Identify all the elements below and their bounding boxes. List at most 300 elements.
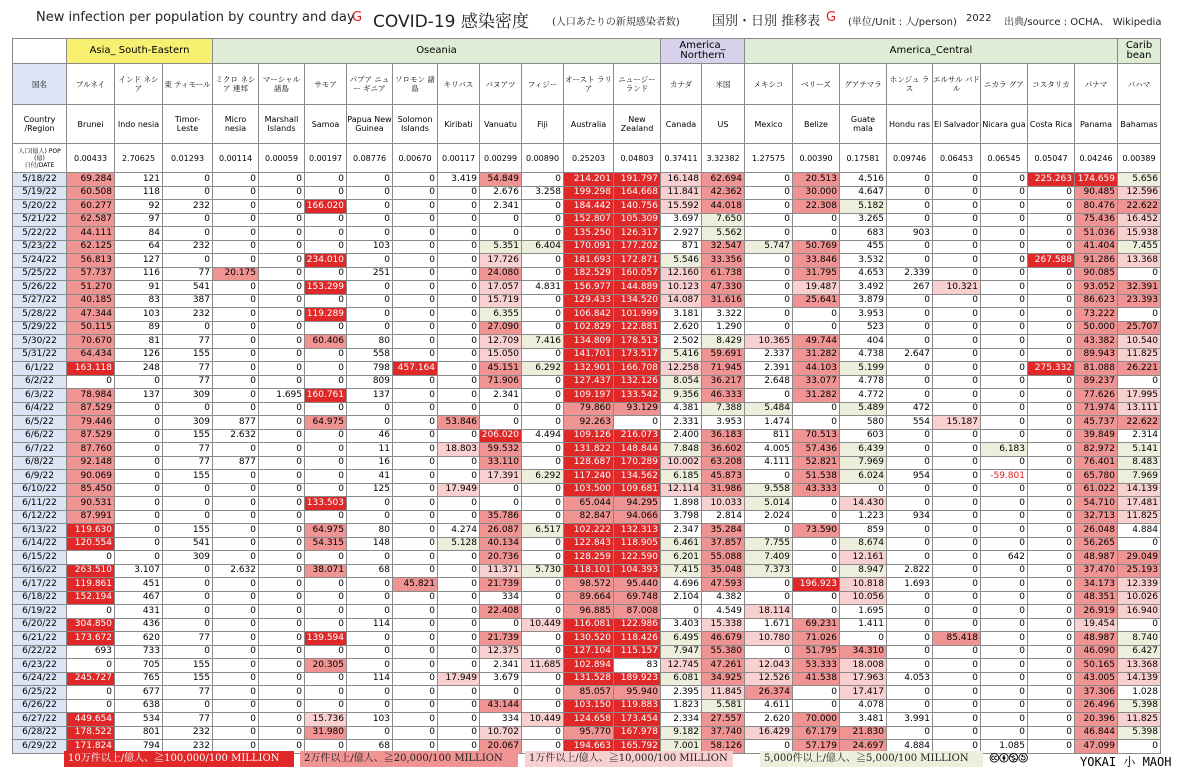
- value-cell: 0: [259, 740, 305, 754]
- value-cell: 47.330: [702, 281, 745, 295]
- value-cell: 31.986: [702, 483, 745, 497]
- table-row: [13, 173, 1161, 187]
- value-cell: 0: [981, 416, 1028, 430]
- value-cell: 0: [305, 443, 347, 457]
- value-cell: 798: [347, 362, 393, 376]
- value-cell: 0: [393, 375, 438, 389]
- value-cell: 12.160: [661, 267, 702, 281]
- value-cell: 85.450: [67, 483, 115, 497]
- value-cell: 0: [259, 591, 305, 605]
- value-cell: 0: [933, 605, 981, 619]
- value-cell: 0: [933, 294, 981, 308]
- value-cell: 0: [305, 213, 347, 227]
- value-cell: 10.321: [933, 281, 981, 295]
- value-cell: 4.516: [840, 173, 887, 187]
- value-cell: 4.831: [522, 281, 564, 295]
- date-cell: 6/13/22: [13, 524, 67, 538]
- value-cell: 0: [393, 389, 438, 403]
- value-cell: 5.351: [480, 240, 522, 254]
- value-cell: 48.987: [1075, 551, 1118, 565]
- table-row: [13, 348, 1161, 362]
- country-name-en: US: [702, 105, 745, 144]
- value-cell: 7.373: [745, 564, 793, 578]
- value-cell: 5.747: [745, 240, 793, 254]
- value-cell: 95.770: [564, 726, 614, 740]
- population-value: 0.09746: [887, 144, 933, 173]
- value-cell: 877: [213, 416, 259, 430]
- value-cell: 0: [347, 510, 393, 524]
- value-cell: 94.066: [614, 510, 661, 524]
- country-name-jp: カナダ: [661, 64, 702, 105]
- value-cell: 95.940: [614, 686, 661, 700]
- country-name-en: Australia: [564, 105, 614, 144]
- value-cell: 11: [347, 443, 393, 457]
- value-cell: 134.809: [564, 335, 614, 349]
- table-row: [13, 186, 1161, 200]
- value-cell: 109.126: [564, 429, 614, 443]
- value-cell: 18.008: [840, 659, 887, 673]
- value-cell: 0: [793, 591, 840, 605]
- table-row: [13, 713, 1161, 727]
- value-cell: 0: [933, 699, 981, 713]
- value-cell: 20.067: [480, 740, 522, 754]
- value-cell: 155: [163, 348, 213, 362]
- value-cell: 1.898: [661, 497, 702, 511]
- value-cell: 35.786: [480, 510, 522, 524]
- value-cell: 26.087: [480, 524, 522, 538]
- value-cell: 62.125: [67, 240, 115, 254]
- brand-logo: YOKAI 小 MAOH: [1080, 755, 1172, 769]
- value-cell: 0: [347, 659, 393, 673]
- value-cell: 0: [393, 267, 438, 281]
- value-cell: 0: [393, 497, 438, 511]
- group-header: Asia_ South-Eastern: [67, 39, 213, 64]
- value-cell: 38.071: [305, 564, 347, 578]
- value-cell: 0: [1028, 713, 1075, 727]
- value-cell: 4.549: [702, 605, 745, 619]
- value-cell: 334: [480, 713, 522, 727]
- value-cell: 0: [393, 524, 438, 538]
- value-cell: 16: [347, 456, 393, 470]
- value-cell: 36.217: [702, 375, 745, 389]
- value-cell: 4.111: [745, 456, 793, 470]
- value-cell: 6.427: [1118, 645, 1161, 659]
- population-value: 0.00890: [522, 144, 564, 173]
- value-cell: 6.495: [661, 632, 702, 646]
- population-value: 0.00389: [1118, 144, 1161, 173]
- value-cell: 47.099: [1075, 740, 1118, 754]
- value-cell: 12.339: [1118, 578, 1161, 592]
- value-cell: 43.005: [1075, 672, 1118, 686]
- value-cell: 0: [393, 686, 438, 700]
- title-g-marker: G: [352, 10, 363, 25]
- value-cell: 0: [347, 402, 393, 416]
- value-cell: 0: [522, 645, 564, 659]
- value-cell: 5.546: [661, 254, 702, 268]
- value-cell: 0: [305, 470, 347, 484]
- value-cell: 128.687: [564, 456, 614, 470]
- value-cell: 26.496: [1075, 699, 1118, 713]
- value-cell: 0: [259, 659, 305, 673]
- value-cell: 0: [981, 308, 1028, 322]
- value-cell: 0: [1118, 537, 1161, 551]
- value-cell: 4.382: [702, 591, 745, 605]
- value-cell: 103: [115, 308, 163, 322]
- value-cell: 7.969: [1118, 470, 1161, 484]
- value-cell: 35.048: [702, 564, 745, 578]
- value-cell: 0: [981, 605, 1028, 619]
- value-cell: 903: [887, 227, 933, 241]
- value-cell: 0: [213, 186, 259, 200]
- value-cell: 65.780: [1075, 470, 1118, 484]
- value-cell: 91.286: [1075, 254, 1118, 268]
- value-cell: 765: [115, 672, 163, 686]
- value-cell: 4.884: [887, 740, 933, 754]
- value-cell: 47.344: [67, 308, 115, 322]
- value-cell: 0: [213, 321, 259, 335]
- country-jp-label: 国名: [13, 64, 67, 105]
- value-cell: 11.825: [1118, 713, 1161, 727]
- value-cell: 0: [213, 537, 259, 551]
- value-cell: 0: [213, 578, 259, 592]
- value-cell: 45.821: [393, 578, 438, 592]
- value-cell: 8.429: [702, 335, 745, 349]
- value-cell: 16.429: [745, 726, 793, 740]
- value-cell: 3.492: [840, 281, 887, 295]
- value-cell: 0: [347, 186, 393, 200]
- value-cell: 0: [745, 267, 793, 281]
- value-cell: 10.026: [1118, 591, 1161, 605]
- value-cell: 3.322: [702, 308, 745, 322]
- value-cell: 0: [393, 281, 438, 295]
- date-cell: 6/26/22: [13, 699, 67, 713]
- value-cell: 119.289: [305, 308, 347, 322]
- value-cell: 2.632: [213, 429, 259, 443]
- value-cell: 12.709: [480, 335, 522, 349]
- value-cell: 8.740: [1118, 632, 1161, 646]
- value-cell: 0: [981, 200, 1028, 214]
- value-cell: 2.822: [887, 564, 933, 578]
- value-cell: 17.949: [438, 483, 480, 497]
- value-cell: 94.295: [614, 497, 661, 511]
- value-cell: 122.986: [614, 618, 661, 632]
- value-cell: 7.969: [840, 456, 887, 470]
- value-cell: 0: [393, 699, 438, 713]
- date-cell: 5/31/22: [13, 348, 67, 362]
- value-cell: 0: [347, 281, 393, 295]
- value-cell: 0: [213, 443, 259, 457]
- value-cell: 0: [745, 591, 793, 605]
- population-row: [13, 144, 1161, 173]
- value-cell: 0: [522, 294, 564, 308]
- value-cell: 0: [67, 375, 115, 389]
- value-cell: 0: [305, 240, 347, 254]
- value-cell: 0: [933, 551, 981, 565]
- value-cell: 77: [163, 362, 213, 376]
- value-cell: 1.411: [840, 618, 887, 632]
- value-cell: 64: [115, 240, 163, 254]
- value-cell: 0: [933, 200, 981, 214]
- value-cell: 0: [981, 294, 1028, 308]
- value-cell: 0: [438, 645, 480, 659]
- value-cell: 642: [981, 551, 1028, 565]
- value-cell: 89.943: [1075, 348, 1118, 362]
- value-cell: 0: [393, 186, 438, 200]
- value-cell: 0: [1028, 497, 1075, 511]
- value-cell: 24.697: [840, 740, 887, 754]
- value-cell: 0: [981, 497, 1028, 511]
- value-cell: 0: [981, 389, 1028, 403]
- value-cell: 0: [438, 632, 480, 646]
- country-name-en: Costa Rica: [1028, 105, 1075, 144]
- value-cell: 0: [347, 213, 393, 227]
- value-cell: 809: [347, 375, 393, 389]
- date-cell: 6/9/22: [13, 470, 67, 484]
- value-cell: 90.485: [1075, 186, 1118, 200]
- value-cell: 20.513: [793, 173, 840, 187]
- value-cell: 0: [213, 483, 259, 497]
- value-cell: 0: [259, 699, 305, 713]
- value-cell: 170.289: [614, 456, 661, 470]
- value-cell: 103.500: [564, 483, 614, 497]
- value-cell: 14.430: [840, 497, 887, 511]
- value-cell: 0: [213, 200, 259, 214]
- value-cell: 0: [887, 456, 933, 470]
- value-cell: 0: [259, 443, 305, 457]
- value-cell: 0: [438, 578, 480, 592]
- value-cell: 0: [981, 281, 1028, 295]
- value-cell: 25.707: [1118, 321, 1161, 335]
- value-cell: 2.632: [213, 564, 259, 578]
- value-cell: 81: [115, 335, 163, 349]
- value-cell: 0: [887, 699, 933, 713]
- group-header: Carib bean: [1118, 39, 1161, 64]
- value-cell: 33.846: [793, 254, 840, 268]
- value-cell: 166.020: [305, 200, 347, 214]
- value-cell: 0: [981, 726, 1028, 740]
- value-cell: 21.830: [840, 726, 887, 740]
- value-cell: 2.347: [661, 524, 702, 538]
- value-cell: 3.419: [438, 173, 480, 187]
- value-cell: 0: [393, 659, 438, 673]
- value-cell: 0: [393, 443, 438, 457]
- value-cell: 0: [933, 672, 981, 686]
- value-cell: 10.540: [1118, 335, 1161, 349]
- value-cell: 0: [933, 524, 981, 538]
- value-cell: 0: [887, 200, 933, 214]
- value-cell: 0: [887, 497, 933, 511]
- value-cell: 102.222: [564, 524, 614, 538]
- table-row: [13, 483, 1161, 497]
- value-cell: 0: [887, 551, 933, 565]
- value-cell: 31.282: [793, 389, 840, 403]
- value-cell: 6.201: [661, 551, 702, 565]
- value-cell: 7.848: [661, 443, 702, 457]
- value-cell: 71.026: [793, 632, 840, 646]
- value-cell: 37.857: [702, 537, 745, 551]
- date-cell: 6/7/22: [13, 443, 67, 457]
- population-value: 0.05047: [1028, 144, 1075, 173]
- value-cell: 0: [213, 308, 259, 322]
- value-cell: 0: [745, 186, 793, 200]
- value-cell: 178.513: [614, 335, 661, 349]
- value-cell: 0: [887, 524, 933, 538]
- country-name-jp: インド ネシア: [115, 64, 163, 105]
- value-cell: 0: [522, 389, 564, 403]
- value-cell: 54.710: [1075, 497, 1118, 511]
- value-cell: 48.351: [1075, 591, 1118, 605]
- value-cell: 0: [305, 578, 347, 592]
- value-cell: 0: [522, 213, 564, 227]
- value-cell: 57.737: [67, 267, 115, 281]
- value-cell: 0: [1028, 578, 1075, 592]
- population-value: 0.00299: [480, 144, 522, 173]
- value-cell: 0: [981, 713, 1028, 727]
- population-value: 0.00390: [793, 144, 840, 173]
- value-cell: 87.760: [67, 443, 115, 457]
- value-cell: 10.702: [480, 726, 522, 740]
- title-japanese: 国別・日別 推移表: [712, 14, 821, 29]
- infection-table: [12, 38, 1161, 754]
- group-header: America_Central: [745, 39, 1118, 64]
- value-cell: 0: [933, 591, 981, 605]
- value-cell: 45.873: [702, 470, 745, 484]
- country-name-jp: キリバス: [438, 64, 480, 105]
- value-cell: 0: [933, 321, 981, 335]
- date-cell: 5/28/22: [13, 308, 67, 322]
- value-cell: 0: [887, 186, 933, 200]
- value-cell: 0: [522, 173, 564, 187]
- value-cell: 0: [213, 632, 259, 646]
- value-cell: 124.658: [564, 713, 614, 727]
- value-cell: 139.594: [305, 632, 347, 646]
- value-cell: 0: [887, 537, 933, 551]
- value-cell: 62.587: [67, 213, 115, 227]
- table-row: [13, 429, 1161, 443]
- value-cell: 155: [163, 470, 213, 484]
- value-cell: 0: [745, 524, 793, 538]
- country-name-en: Hondu ras: [887, 105, 933, 144]
- table-row: [13, 470, 1161, 484]
- value-cell: 31.282: [793, 348, 840, 362]
- value-cell: 7.416: [522, 335, 564, 349]
- value-cell: 0: [393, 416, 438, 430]
- value-cell: 0: [887, 294, 933, 308]
- value-cell: 2.927: [661, 227, 702, 241]
- table-row: [13, 308, 1161, 322]
- value-cell: 19.487: [793, 281, 840, 295]
- value-cell: 115.157: [614, 645, 661, 659]
- value-cell: 70.513: [793, 429, 840, 443]
- value-cell: 232: [163, 308, 213, 322]
- value-cell: 12.258: [661, 362, 702, 376]
- date-cell: 6/12/22: [13, 510, 67, 524]
- value-cell: 0: [981, 227, 1028, 241]
- value-cell: 5.141: [1118, 443, 1161, 457]
- value-cell: 0: [522, 321, 564, 335]
- value-cell: 0: [259, 564, 305, 578]
- country-name-en: Indo nesia: [115, 105, 163, 144]
- value-cell: 54.849: [480, 173, 522, 187]
- value-cell: 12.745: [661, 659, 702, 673]
- value-cell: 0: [438, 564, 480, 578]
- table-row: [13, 524, 1161, 538]
- value-cell: 523: [840, 321, 887, 335]
- value-cell: 55.380: [702, 645, 745, 659]
- value-cell: 0: [305, 551, 347, 565]
- value-cell: 232: [163, 726, 213, 740]
- value-cell: 5.182: [840, 200, 887, 214]
- value-cell: 232: [163, 240, 213, 254]
- value-cell: 4.772: [840, 389, 887, 403]
- value-cell: 0: [438, 686, 480, 700]
- value-cell: 0: [1028, 470, 1075, 484]
- value-cell: 163.118: [67, 362, 115, 376]
- value-cell: 0: [793, 510, 840, 524]
- value-cell: 3.679: [480, 672, 522, 686]
- value-cell: 0: [1118, 740, 1161, 754]
- value-cell: 140.756: [614, 200, 661, 214]
- value-cell: 92.263: [564, 416, 614, 430]
- value-cell: 11.825: [1118, 510, 1161, 524]
- value-cell: 0: [933, 510, 981, 524]
- value-cell: 0: [259, 483, 305, 497]
- value-cell: 0: [259, 672, 305, 686]
- date-cell: 5/30/22: [13, 335, 67, 349]
- value-cell: 6.081: [661, 672, 702, 686]
- value-cell: 0: [163, 213, 213, 227]
- value-cell: 0: [745, 281, 793, 295]
- value-cell: 0: [259, 362, 305, 376]
- value-cell: 0: [1028, 686, 1075, 700]
- value-cell: 20.175: [213, 267, 259, 281]
- value-cell: 104.393: [614, 564, 661, 578]
- value-cell: 116: [115, 267, 163, 281]
- value-cell: 77: [163, 632, 213, 646]
- value-cell: 119.861: [67, 578, 115, 592]
- value-cell: 0: [933, 740, 981, 754]
- value-cell: 0: [393, 551, 438, 565]
- value-cell: 0: [305, 186, 347, 200]
- value-cell: 13.368: [1118, 659, 1161, 673]
- value-cell: 0: [305, 740, 347, 754]
- value-cell: 125: [347, 483, 393, 497]
- value-cell: 15.338: [702, 618, 745, 632]
- value-cell: 0: [393, 254, 438, 268]
- value-cell: 0: [1028, 456, 1075, 470]
- value-cell: 79.860: [564, 402, 614, 416]
- country-name-en: Mexico: [745, 105, 793, 144]
- value-cell: 0: [522, 308, 564, 322]
- value-cell: 3.107: [115, 564, 163, 578]
- value-cell: 0: [887, 483, 933, 497]
- value-cell: 33.110: [480, 456, 522, 470]
- value-cell: 0: [438, 227, 480, 241]
- value-cell: 22.408: [480, 605, 522, 619]
- value-cell: 0: [480, 497, 522, 511]
- value-cell: 232: [163, 200, 213, 214]
- value-cell: 0: [981, 672, 1028, 686]
- value-cell: 0: [981, 267, 1028, 281]
- value-cell: 103: [347, 713, 393, 727]
- value-cell: 801: [115, 726, 163, 740]
- value-cell: 436: [115, 618, 163, 632]
- value-cell: 0: [259, 186, 305, 200]
- value-cell: 309: [163, 389, 213, 403]
- value-cell: 19.454: [1075, 618, 1118, 632]
- value-cell: 25.641: [793, 294, 840, 308]
- date-cell: 6/20/22: [13, 618, 67, 632]
